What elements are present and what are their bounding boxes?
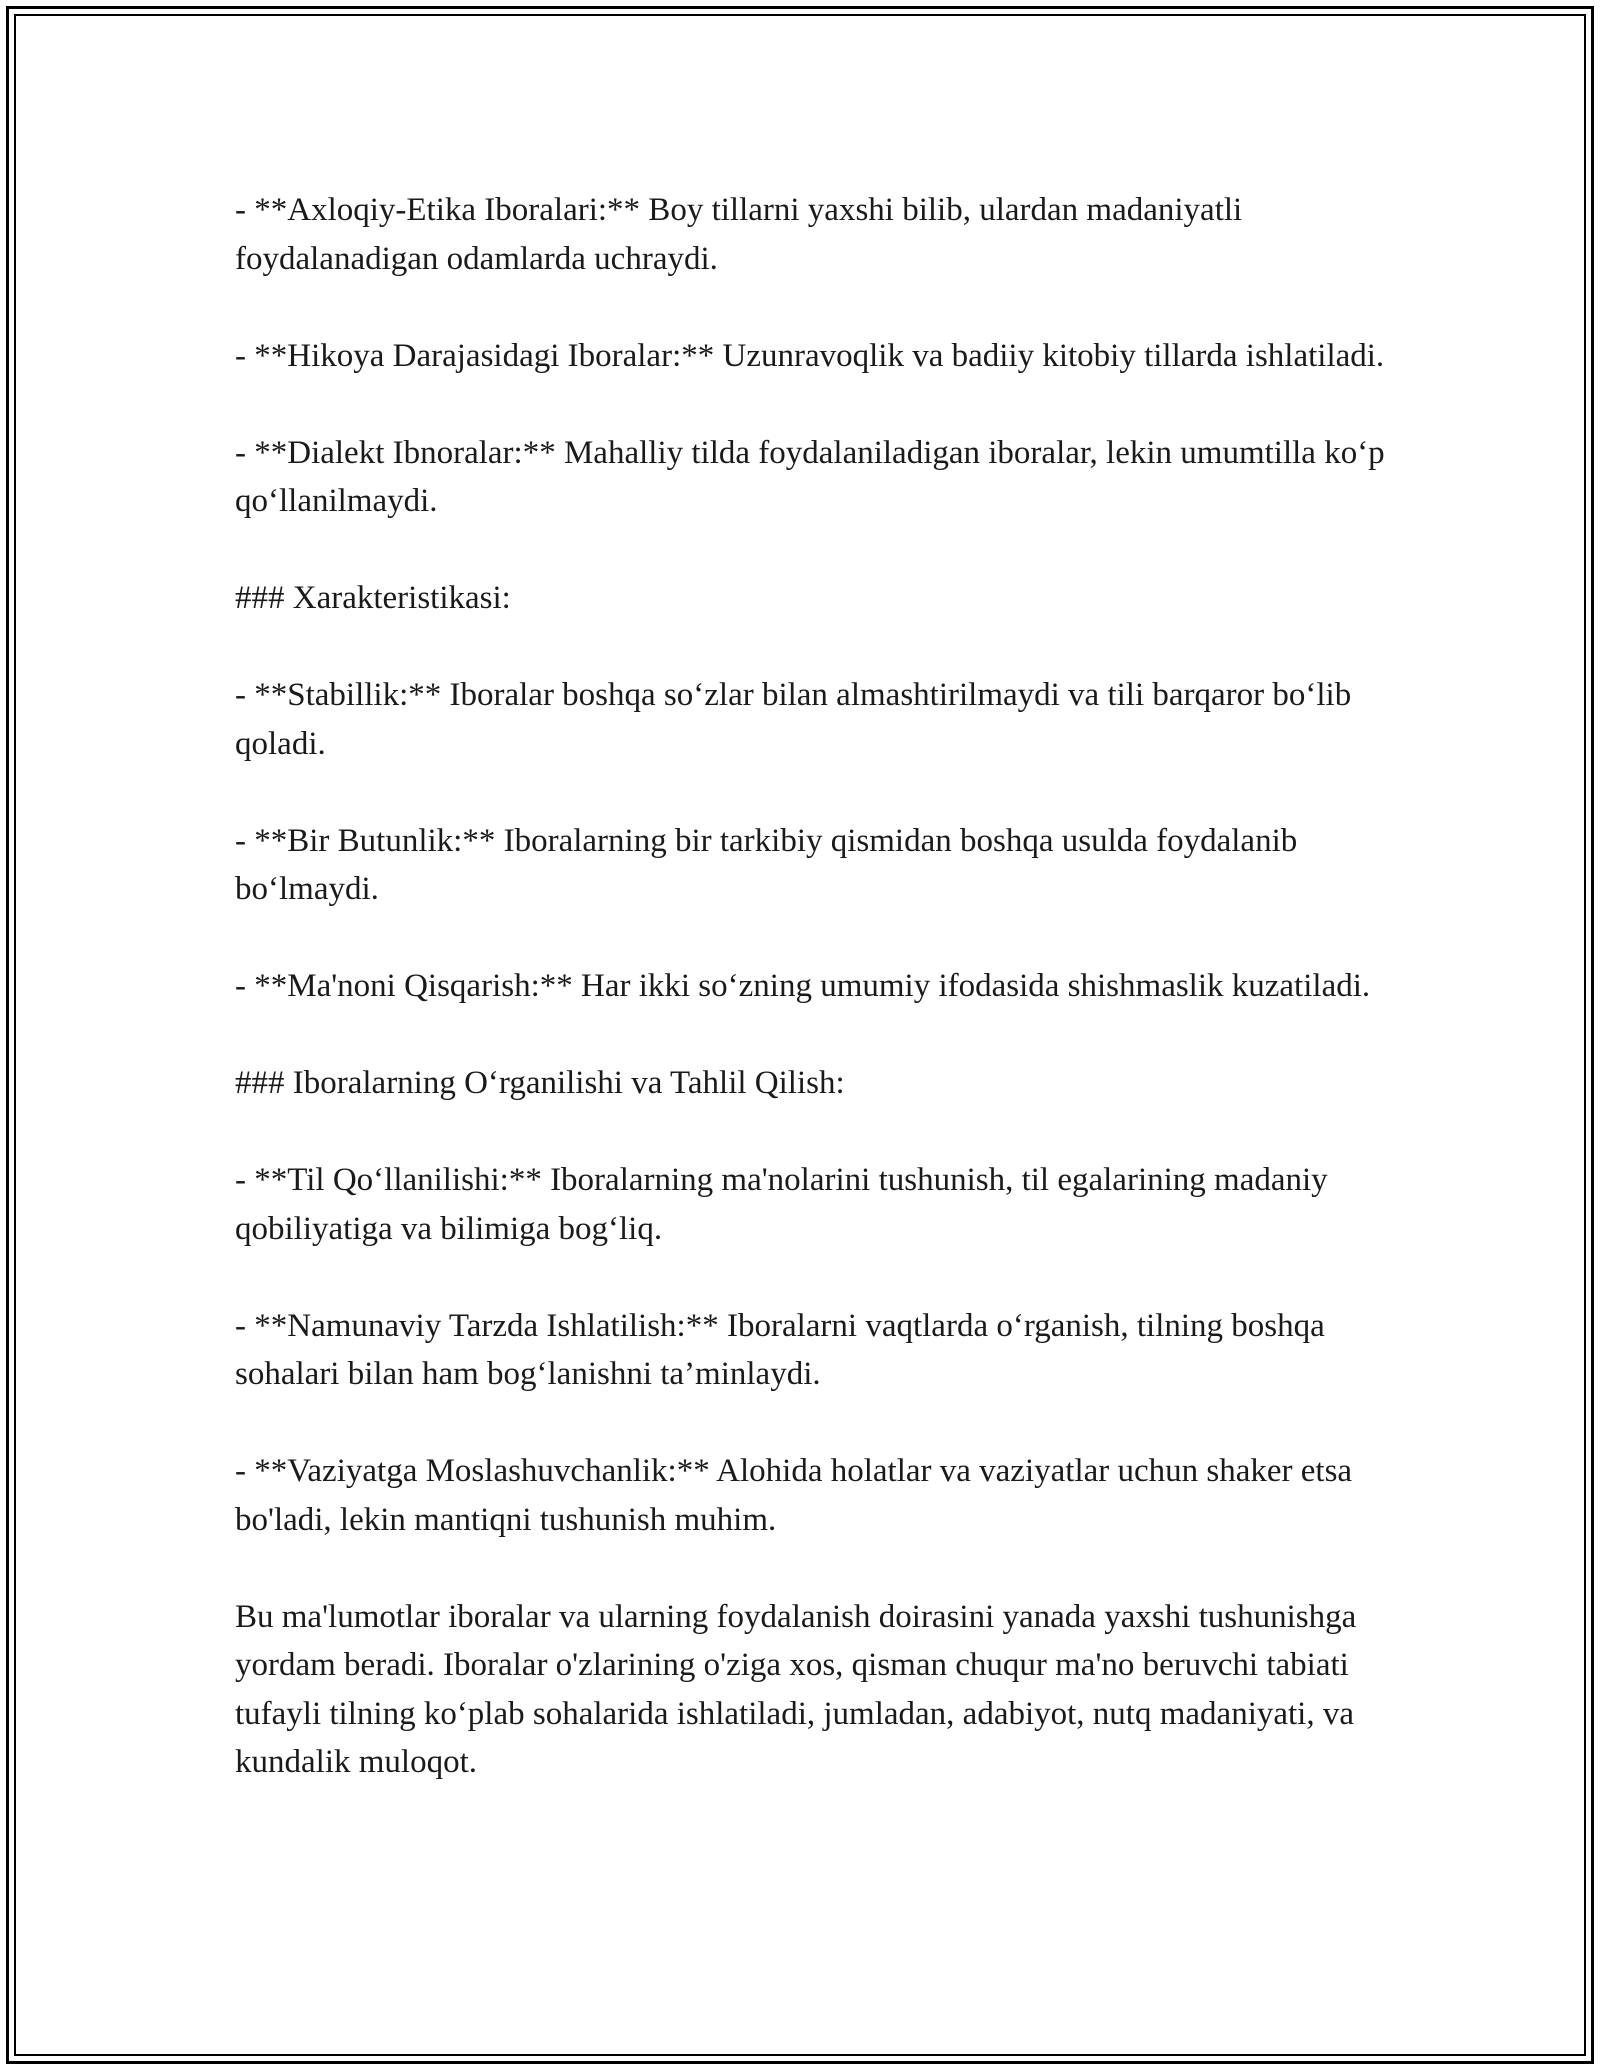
list-item-manoni-qisqarish: - **Ma'noni Qisqarish:** Har ikki soʻzning umumiy ifodasida shishmaslik kuzatiladi. [235,968,1371,1004]
list-item-vaziyatga-moslashuvchanlik: - **Vaziyatga Moslashuvchanlik:** Alohida holatlar va vaziyatlar uchun shaker etsa bo'ladi, lekin mantiqni tushunish muhim. [235,1453,1353,1538]
list-item-stabillik: - **Stabillik:** Iboralar boshqa soʻzlar bilan almashtirilmaydi va tili barqaror boʻlib qoladi. [235,677,1352,762]
list-item-axloqiy-etika: - **Axloqiy-Etika Iboralari:** Boy tillarni yaxshi bilib, ulardan madaniyatli foydalanadigan odamlarda uchraydi. [235,192,1243,277]
list-item-namunaviy-tarzda: - **Namunaviy Tarzda Ishlatilish:** Iboralarni vaqtlarda oʻrganish, tilning boshqa sohalari bilan ham bogʻlanishni ta’minlaydi. [235,1307,1325,1392]
section-heading-organilishi: ### Iboralarning Oʻrganilishi va Tahlil Qilish: [235,1065,845,1101]
list-item-dialekt: - **Dialekt Ibnoralar:** Mahalliy tilda foydalaniladigan iboralar, lekin umumtilla koʻp qoʻllanilmaydi. [235,434,1385,519]
section-heading-xarakteristikasi: ### Xarakteristikasi: [235,580,511,616]
closing-paragraph: Bu ma'lumotlar iboralar va ularning foydalanish doirasini yanada yaxshi tushunishga yordam beradi. Iboralar o'zlarining o'ziga xos, qisman chuqur ma'no beruvchi tabiati tufayli tilning koʻplab sohalarida ishlatiladi, jumladan, adabiyot, nutq madaniyati, va kundalik muloqot. [235,1598,1357,1780]
list-item-hikoya-darajasidagi: - **Hikoya Darajasidagi Iboralar:** Uzunravoqlik va badiiy kitobiy tillarda ishlatiladi. [235,337,1385,374]
list-item-til-qollanilishi: - **Til Qoʻllanilishi:** Iboralarning ma'nolarini tushunish, til egalarining madaniy qobiliyatiga va bilimiga bogʻliq. [235,1162,1328,1247]
document-body [235,186,1385,1787]
list-item-bir-butunlik: - **Bir Butunlik:** Iboralarning bir tarkibiy qismidan boshqa usulda foydalanib boʻlmaydi. [235,822,1298,907]
